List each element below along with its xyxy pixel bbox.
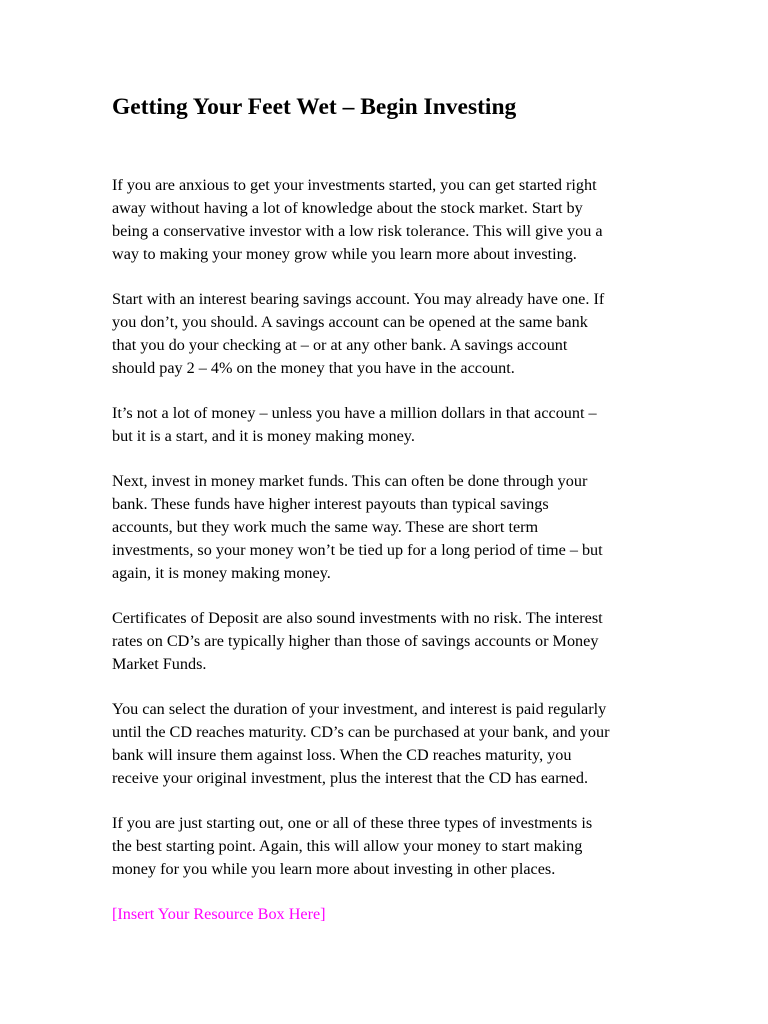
text-line: Next, invest in money market funds. This can often be done through your (112, 472, 588, 490)
resource-box-placeholder: [Insert Your Resource Box Here] (112, 905, 326, 923)
text-line: receive your original investment, plus the interest that the CD has earned. (112, 769, 589, 787)
paragraph-6 (112, 698, 660, 790)
document-title: Getting Your Feet Wet – Begin Investing (112, 94, 517, 120)
text-line: accounts, but they work much the same way. These are short term (112, 518, 539, 536)
text-line: investments, so your money won’t be tied up for a long period of time – but (112, 541, 603, 559)
text-line: Certificates of Deposit are also sound investments with no risk. The interest (112, 609, 603, 627)
text-line: If you are anxious to get your investments started, you can get started right (112, 176, 597, 194)
text-line: you don’t, you should. A savings account can be opened at the same bank (112, 313, 588, 331)
text-line: If you are just starting out, one or all of these three types of investments is (112, 814, 593, 832)
text-line: bank. These funds have higher interest payouts than typical savings (112, 495, 549, 513)
text-line: being a conservative investor with a low risk tolerance. This will give you a (112, 222, 603, 240)
text-line: Start with an interest bearing savings account. You may already have one. If (112, 290, 605, 308)
text-line: until the CD reaches maturity. CD’s can be purchased at your bank, and your (112, 723, 610, 741)
paragraph-5 (112, 607, 660, 676)
text-line: rates on CD’s are typically higher than those of savings accounts or Money (112, 632, 599, 650)
text-line: that you do your checking at – or at any other bank. A savings account (112, 336, 568, 354)
text-line: money for you while you learn more about investing in other places. (112, 860, 556, 878)
text-line: the best starting point. Again, this will allow your money to start making (112, 837, 583, 855)
text-line: bank will insure them against loss. When the CD reaches maturity, you (112, 746, 572, 764)
text-line: away without having a lot of knowledge about the stock market. Start by (112, 199, 583, 217)
paragraph-7 (112, 812, 660, 881)
text-line: should pay 2 – 4% on the money that you have in the account. (112, 359, 515, 377)
text-line: You can select the duration of your investment, and interest is paid regularly (112, 700, 607, 718)
text-line: It’s not a lot of money – unless you have a million dollars in that account – (112, 404, 597, 422)
paragraph-2 (112, 288, 660, 380)
paragraph-1 (112, 174, 660, 266)
paragraph-4 (112, 470, 660, 585)
paragraph-3 (112, 402, 660, 448)
text-line: way to making your money grow while you learn more about investing. (112, 245, 577, 263)
text-line: Market Funds. (112, 655, 207, 673)
document-page (112, 92, 660, 926)
text-line: again, it is money making money. (112, 564, 331, 582)
text-line: but it is a start, and it is money making money. (112, 427, 415, 445)
